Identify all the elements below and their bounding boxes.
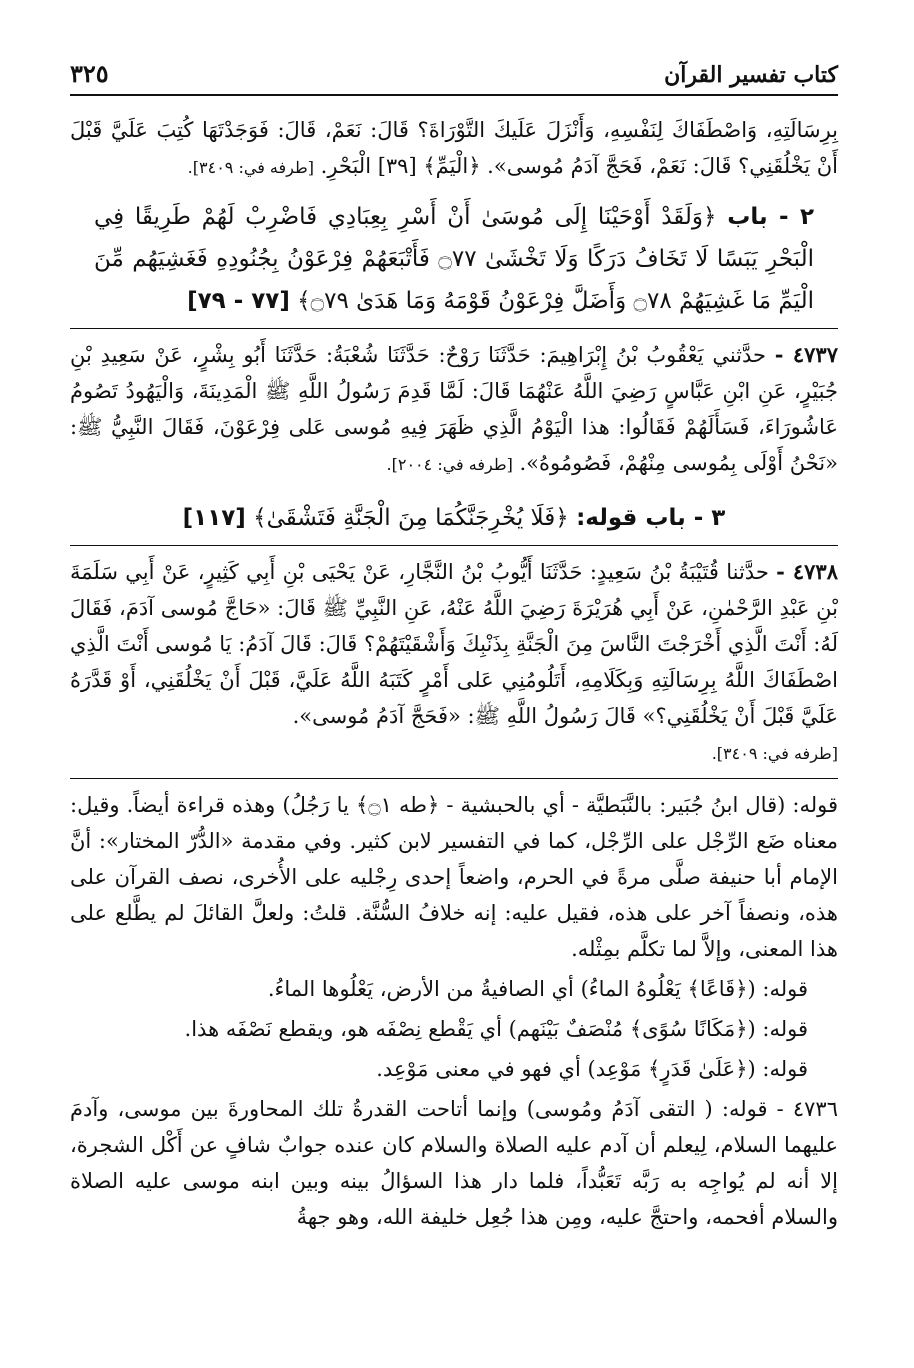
commentary-section xyxy=(70,787,838,1235)
hadith-number: ٤٧٣٨ - xyxy=(776,559,838,584)
page-content xyxy=(70,112,838,1239)
chapter-label: ٢ - باب xyxy=(727,204,815,230)
hadith-text: حدَّثنا قُتَيْبَةُ بْنُ سَعِيدٍ: حَدَّثَنَا أَيُّوبُ بْنُ النَّجَّارِ، عَنْ يَحْيَى بْنِ أَبِي كَثِيرٍ، عَنْ أَبِي سَلَمَةَ بْنِ عَبْدِ الرَّحْمٰنِ، عَنْ أَبِي هُرَيْرَةَ رَضِيَ اللَّهُ عَنْهُ، عَنِ النَّبِيِّ ﷺ قَالَ: «حَاجَّ مُوسى آدَمَ، فَقَالَ لَهُ: أَنْتَ الَّذِي أَخْرَجْتَ النَّاسَ مِنَ الْجَنَّةِ بِذَنْبِكَ وَأَشْقَيْتَهُمْ؟ قَالَ: قَالَ آدَمُ: يَا مُوسى أَنْتَ الَّذِي اصْطَفَاكَ اللَّهُ بِرِسَالَتِهِ وَبِكَلَامِهِ، أَتَلُومُنِي عَلى أَمْرٍ كَتَبَهُ اللَّهُ عَلَيَّ، قَبْلَ أَنْ يَخْلُقَنِي، أَوْ قَدَّرَهُ عَلَيَّ قَبْلَ أَنْ يَخْلُقَنِي؟» قَالَ رَسُولُ اللَّهِ ﷺ: «فَحَجَّ آدَمُ مُوسى». xyxy=(70,560,838,728)
hadith-4738 xyxy=(70,554,838,772)
section-divider xyxy=(70,328,838,329)
verse-reference: [٧٧ - ٧٩] xyxy=(187,288,290,314)
continuation-paragraph xyxy=(70,112,838,186)
chapter-heading-2 xyxy=(70,196,838,322)
hadith-text: حدَّثني يَعْقُوبُ بْنُ إِبْرَاهِيمَ: حَدَّثَنَا رَوْحٌ: حَدَّثَنَا شُعْبَةُ: حَدَّثَنَا أَبُو بِشْرٍ، عَنْ سَعِيدِ بْنِ جُبَيْرٍ، عَنِ ابْنِ عَبَّاسٍ رَضِيَ اللَّهُ عَنْهُمَا قَالَ: لَمَّا قَدِمَ رَسُولُ اللَّهِ ﷺ الْمَدِينَةَ، وَالْيَهُودُ تَصُومُ عَاشُورَاءَ، فَسَأَلَهُمْ فَقَالُوا: هذا الْيَوْمُ الَّذِي ظَهَرَ فِيهِ مُوسى عَلى فِرْعَوْنَ، فَقَالَ النَّبِيُّ ﷺ: «نَحْنُ أَوْلَى بِمُوسى مِنْهُمْ، فَصُومُوهُ». xyxy=(70,343,838,475)
hadith-number: ٤٧٣٧ - xyxy=(774,342,838,367)
running-title: كتاب تفسير القرآن xyxy=(664,62,838,88)
section-divider xyxy=(70,545,838,546)
page-header xyxy=(70,52,838,96)
page-number: ٣٢٥ xyxy=(70,59,109,88)
commentary-paragraph: قوله: (﴿عَلَىٰ قَدَرٍ﴾ مَوْعِد) أي فهو في معنى مَوْعِد. xyxy=(376,1057,808,1081)
commentary-paragraph: قوله: (﴿قَاعًا﴾ يَعْلُوهُ الماءُ) أي الصافيةُ من الأرض، يَعْلُوها الماءُ. xyxy=(267,977,808,1001)
tarafah-note: [طرفه في: ٣٤٠٩]. xyxy=(187,158,314,177)
commentary-divider xyxy=(70,778,838,779)
tarafah-note: [طرفه في: ٢٠٠٤]. xyxy=(386,455,513,474)
tarafah-note: [طرفه في: ٣٤٠٩]. xyxy=(711,744,838,763)
commentary-paragraph: قوله: (﴿مَكَانًا سُوًى﴾ مُنْصَفٌ بَيْنَهم) أي يَقْطع نِصْفَه هو، ويقطع نَصْفَه هذا. xyxy=(184,1017,808,1041)
commentary-paragraph: قوله: (قال ابنُ جُبَير: بالنَّبَطيَّة - أي بالحبشية - ﴿طه ۝١﴾ يا رَجُلُ) وهذه قراءة أيضاً. وقيل: معناه ضَع الرِّجْل على الرِّجْل، كما في التفسير لابن كثير. وفي مقدمة «الدُّرّ المختار»: أنَّ الإمام أبا حنيفة صلَّى مرةً في الحرم، واضعاً إحدى رِجْليه على الأُخرى، نصف القرآن على هذه، ونصفاً آخر على هذه، فقيل عليه: إنه خلافُ السُّنَّة. قلتُ: ولعلَّ القائلَ لم يطَّلع على هذا المعنى، وإلاَّ لما تكلَّم بمِثْله. xyxy=(70,793,839,961)
chapter-verse: ﴿وَلَقَدْ أَوْحَيْنَا إِلَى مُوسَىٰ أَنْ أَسْرِ بِعِبَادِي فَاضْرِبْ لَهُمْ طَرِيقًا فِي الْبَحْرِ يَبَسًا لَا تَخَافُ دَرَكًا وَلَا تَخْشَىٰ ۝٧٧ فَأَتْبَعَهُمْ فِرْعَوْنُ بِجُنُودِهِ فَغَشِيَهُم مِّنَ الْيَمِّ مَا غَشِيَهُمْ ۝٧٨ وَأَضَلَّ فِرْعَوْنُ قَوْمَهُ وَمَا هَدَىٰ ۝٧٩﴾ xyxy=(94,204,815,314)
continuation-text: بِرِسَالَتِهِ، وَاصْطَفَاكَ لِنَفْسِهِ، وَأَنْزَلَ عَلَيكَ التَّوْرَاةَ؟ قَالَ: نَعَمْ، قَالَ: فَوَجَدْتَهَا كُتِبَ عَلَيَّ قَبْلَ أَنْ يَخْلُقَنِي؟ قَالَ: نَعَمْ، فَحَجَّ آدَمُ مُوسى». ﴿الْيَمِّ﴾ [٣٩] الْبَحْرِ. xyxy=(70,118,838,178)
chapter-heading-3 xyxy=(70,497,838,539)
verse-reference: [١١٧] xyxy=(182,505,246,531)
commentary-paragraph: ٤٧٣٦ - قوله: ( التقى آدَمُ ومُوسى) وإنما أتاحت القدرةُ تلك المحاورةَ بين موسى، وآدمَ عليهما السلام، لِيعلم أن آدم عليه الصلاة والسلام كان عنده جوابٌ شافٍ عن أَكْل الشجرة، إلا أنه لم يُواجِه به رَبَّه تَعَبُّداً، فلما دار هذا السؤالُ بينه وبين ابنه موسى عليه الصلاة والسلام أفحمه، واحتجَّ عليه، ومِن هذا جُعِل خليفة الله، وهو جهةُ xyxy=(70,1097,838,1229)
hadith-4737 xyxy=(70,337,838,483)
chapter-verse: ﴿فَلَا يُخْرِجَنَّكُمَا مِنَ الْجَنَّةِ فَتَشْقَىٰ﴾ xyxy=(253,505,569,531)
chapter-label: ٣ - باب قوله: xyxy=(576,505,726,531)
